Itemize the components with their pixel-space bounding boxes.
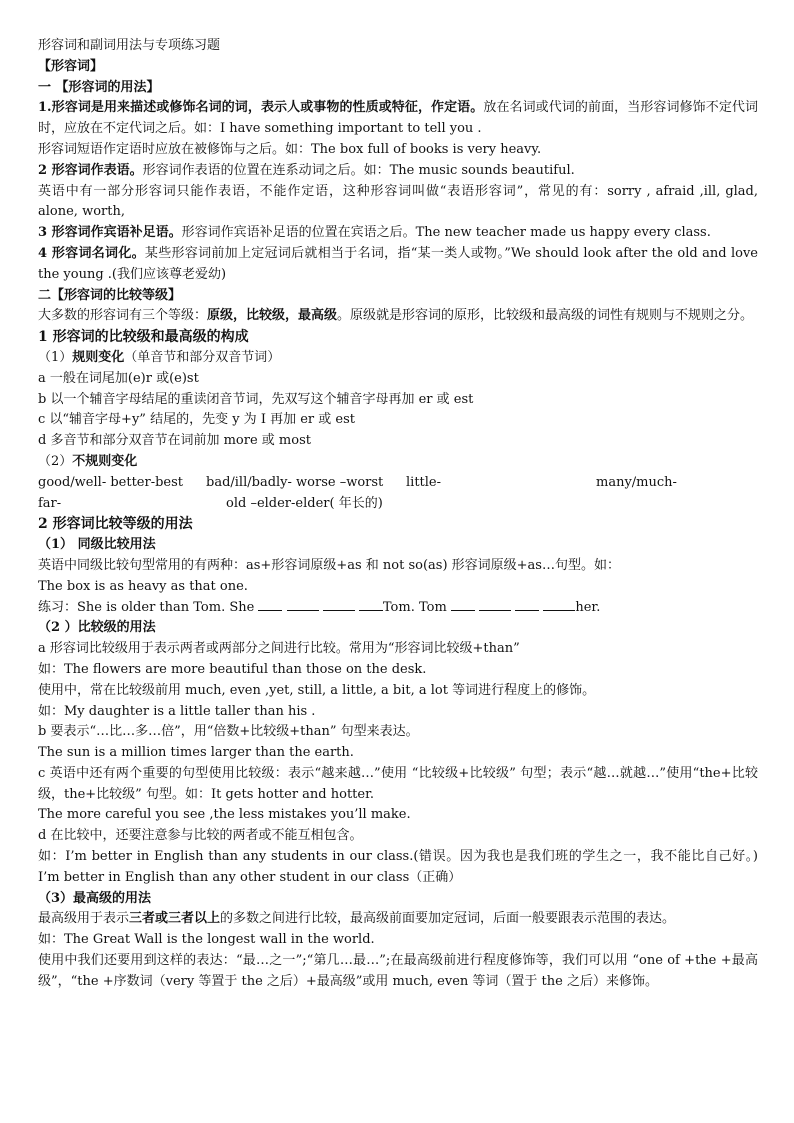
usage-2-d-example: 如：I’m better in English than any students in our class.(错误。因为我也是我们班的学生之一，我不能比自己好。) I’m better in English than any other student in our class（正确）: [38, 849, 758, 885]
irregular-bad: bad/ill/badly- worse –worst: [206, 474, 384, 490]
usage-2-heading: （2 ）比较级的用法: [38, 620, 156, 636]
paragraph-2b: 英语中有一部分形容词只能作表语，不能作定语，这种形容词叫做“表语形容词”，常见的有：sorry , afraid ,ill, glad, alone, worth,: [38, 183, 758, 220]
usage-2-b-example: The sun is a million times larger than the earth.: [38, 745, 354, 761]
irregular-change-heading: [38, 452, 758, 473]
regular-bold: 规则变化: [72, 349, 125, 365]
usage-3-example: 如：The Great Wall is the longest wall in the world.: [38, 932, 375, 948]
rule-d: d 多音节和部分双音节在词前加 more 或 most: [38, 433, 311, 449]
doc-title: 形容词和副词用法与专项练习题: [38, 38, 221, 53]
paragraph-5-text: 。原级就是形容词的原形，比较级和最高级的词性有规则与不规则之分。: [337, 308, 754, 324]
usage-3-more: 使用中我们还要用到这样的表达：“最…之一”;“第几…最…”;在最高级前进行程度修饰等，我们可以用 “one of +the +最高级”，“the +序数词（very 等置于 the 之后）+最高级”或用 much, even 等词（置于 the 之后）来修饰。: [38, 953, 758, 989]
exercise-blank-2[interactable]: [287, 598, 319, 611]
usage-2-a: a 形容词比较级用于表示两者或两部分之间进行比较。常用为“形容词比较级+than”: [38, 641, 520, 657]
paragraph-1: [38, 98, 758, 140]
paragraph-2-text: 形容词作表语的位置在连系动词之后。如：The music sounds beautiful.: [142, 162, 575, 178]
irregular-row-1: [38, 473, 758, 494]
exercise-blank-3[interactable]: [323, 598, 355, 611]
usage-2-modifiers: 使用中，常在比较级前用 much, even ,yet, still, a little, a bit, a lot 等词进行程度上的修饰。: [38, 682, 596, 698]
exercise-blank-4[interactable]: [359, 598, 383, 611]
exercise-blank-6[interactable]: [479, 598, 511, 611]
paragraph-1b: 形容词短语作定语时应放在被修饰与之后。如：The box full of books is very heavy.: [38, 141, 542, 157]
usage-1-text: 英语中同级比较句型常用的有两种：as+形容词原级+as 和 not so(as) 形容词原级+as…句型。如：: [38, 557, 620, 573]
paragraph-5-bold: 原级，比较级，最高级: [207, 308, 338, 324]
usage-2-c: c 英语中还有两个重要的句型使用比较级：表示“越来越…”使用 “比较级+比较级” 句型；表示“越…就越…”使用“the+比较级，the+比较级” 句型。如：It gets hotter and hotter.: [38, 765, 758, 802]
regular-num: （1）: [38, 349, 73, 365]
usage-3-bold: 三者或三者以上: [129, 911, 221, 927]
paragraph-3-text: 形容词作宾语补足语的位置在宾语之后。The new teacher made us happy every class.: [181, 225, 711, 241]
usage-1-example: The box is as heavy as that one.: [38, 578, 248, 594]
paragraph-1-bold: 1.形容词是用来描述或修饰名词的词，表示人或事物的性质或特征，作定语。: [38, 100, 484, 116]
usage-2-d: d 在比较中，还要注意参与比较的两者或不能互相包含。: [38, 828, 363, 844]
paragraph-4-bold: 4 形容词名词化。: [38, 245, 145, 261]
paragraph-2: [38, 161, 758, 182]
exercise-blank-5[interactable]: [451, 598, 475, 611]
exercise-line: [38, 598, 758, 619]
usage-heading: 2 形容词比较等级的用法: [38, 516, 193, 533]
paragraph-4-text: 某些形容词前加上定冠词后就相当于名词，指“某一类人或物。”We should look after the old and love the young .(我们应该尊老爱幼): [38, 245, 758, 282]
irregular-far: far-: [38, 495, 62, 511]
exercise-part-1: 练习：She is older than Tom. She: [38, 599, 255, 615]
paragraph-1-text: 放在名词或代词的前面，当形容词修饰不定代词时，应放在不定代词之后。如：I have something important to tell you .: [38, 100, 758, 137]
rule-a: a 一般在词尾加(e)r 或(e)st: [38, 370, 199, 386]
usage-3-rest: 的多数之间进行比较，最高级前面要加定冠词，后面一般要跟表示范围的表达。: [220, 911, 676, 927]
exercise-blank-8[interactable]: [543, 598, 575, 611]
paragraph-5: [38, 306, 758, 327]
usage-2-a-example: 如：The flowers are more beautiful than those on the desk.: [38, 661, 427, 677]
irregular-good: good/well- better-best: [38, 474, 184, 490]
usage-2-b: b 要表示“…比…多…倍”，用“倍数+比较级+than” 句型来表达。: [38, 724, 419, 740]
paragraph-3: [38, 223, 758, 244]
section-2-heading: 二【形容词的比较等级】: [38, 287, 182, 303]
rule-c: c 以“辅音字母+y” 结尾的，先变 y 为 I 再加 er 或 est: [38, 412, 355, 428]
irregular-many: many/much-: [596, 474, 677, 490]
document-page: [38, 36, 758, 993]
exercise-part-2: Tom. Tom: [382, 599, 447, 615]
exercise-part-3: her.: [575, 599, 601, 615]
irregular-row-2: [38, 494, 758, 515]
exercise-blank-1[interactable]: [258, 598, 282, 611]
usage-3-heading: （3）最高级的用法: [38, 890, 152, 906]
usage-3-pre: 最高级用于表示: [38, 911, 130, 927]
exercise-blank-7[interactable]: [515, 598, 539, 611]
section-1-heading: 一 【形容词的用法】: [38, 79, 160, 95]
formation-heading: 1 形容词的比较级和最高级的构成: [38, 329, 249, 346]
usage-2-modifiers-example: 如：My daughter is a little taller than his .: [38, 703, 316, 719]
rule-b: b 以一个辅音字母结尾的重读闭音节词，先双写这个辅音字母再加 er 或 est: [38, 391, 474, 407]
usage-3-text: [38, 909, 758, 930]
section-adjective-heading: 【形容词】: [38, 58, 104, 74]
usage-2-c-example: The more careful you see ,the less mistakes you’ll make.: [38, 807, 411, 823]
paragraph-2-bold: 2 形容词作表语。: [38, 162, 143, 178]
paragraph-4: [38, 244, 758, 286]
regular-text: （单音节和部分双音节词）: [124, 349, 281, 365]
paragraph-5-pre: 大多数的形容词有三个等级：: [38, 308, 208, 324]
regular-change-heading: [38, 348, 758, 369]
irregular-bold: 不规则变化: [72, 453, 138, 469]
irregular-little: little-: [406, 474, 442, 490]
irregular-num: （2）: [38, 453, 73, 469]
usage-1-heading: （1） 同级比较用法: [38, 537, 156, 553]
irregular-old: old –elder-elder( 年长的): [226, 495, 383, 511]
paragraph-3-bold: 3 形容词作宾语补足语。: [38, 225, 182, 241]
